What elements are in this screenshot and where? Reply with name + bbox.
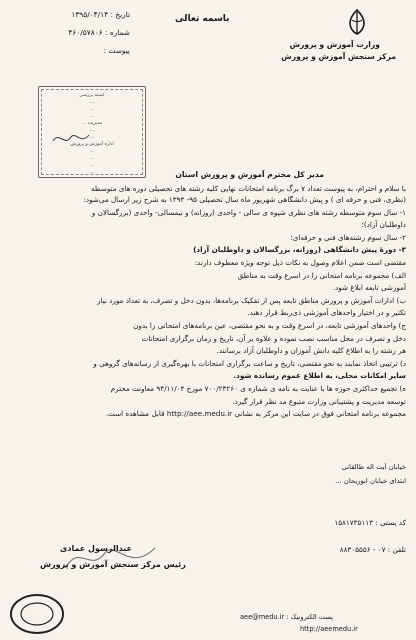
- postal-code-row: [334, 518, 406, 528]
- ministry-name: وزارت آموزش و پرورش: [289, 40, 380, 49]
- official-seal-icon: [8, 592, 66, 636]
- stamp-line: ...: [89, 163, 95, 168]
- body-line: سایر امکانات محلی، به اطلاع عموم رسانده شود.: [233, 371, 406, 381]
- stamp-line: اداره آموزش و پرورش: [70, 142, 114, 147]
- attachment-row: [10, 46, 130, 56]
- stamp-line: ...: [89, 170, 95, 175]
- center-name: مرکز سنجش آموزش و پرورش: [281, 52, 396, 61]
- stamp-line: ...: [89, 156, 95, 161]
- registration-stamp: [38, 86, 146, 178]
- date-value: ۱۳۹۵/۰۴/۱۴: [71, 10, 109, 19]
- signatory-title: رئیس مرکز سنجش آموزش و پرورش: [40, 560, 186, 569]
- body-line: د) ترتیبی اتخاذ نمایند به نحو مقتضی، تاریخ و ساعت برگزاری امتحانات با بهره‌گیری از رسانه‌های گروهی و: [93, 358, 406, 368]
- stamp-line: ...: [89, 107, 95, 112]
- phone-label: تلفن :: [387, 545, 406, 554]
- stamp-line: ...: [89, 100, 95, 105]
- iran-emblem-icon: [344, 8, 370, 36]
- address-line-1: خیابان آیت اله طالقانی: [341, 463, 406, 471]
- body-line: تکثیر و در اختیار واحدهای آموزشی ذی‌ربط قرار دهند.: [247, 308, 406, 318]
- greeting: با سلام و احترام، به پیوست تعداد ۷ برگ برنامه امتحانات نهایی کلیه رشته های تحصیلی دوره های متوسطه: [91, 184, 406, 193]
- bismillah: باسمه تعالی: [175, 14, 230, 24]
- date-label: تاریخ :: [110, 10, 130, 19]
- email-row: [240, 612, 333, 622]
- body-line: الف) مجموعه برنامه امتحانی را در اسرع وقت به مناطق: [237, 270, 406, 280]
- body-line: مجموعه برنامه امتحانی فوق در سایت این مرکز به نشانی http://aee.medu.ir قابل مشاهده است.: [105, 409, 406, 419]
- attachment-label: پیوست :: [103, 46, 130, 55]
- body-line: مقتضی است ضمن اعلام وصول به نکات ذیل توجه ویژه معطوف دارند:: [194, 258, 406, 267]
- body-line: ج) واحدهای آموزشی تابعه، در اسرع وقت و به نحو مقتضی، عین برنامه‌های امتحانی را بدون: [133, 321, 406, 330]
- signatory-name: عبدالرسول عمادی: [60, 544, 132, 553]
- body-line: ه) تجمیع حداکثری حوزه ها با عنایت به نامه ی شماره ی ۷۰۰/۲۳۲۶۰ مورخ ۹۴/۱۱/۰۴ معاونت محترم: [110, 384, 406, 393]
- number-row: [10, 28, 130, 38]
- body-line: (نظری، فنی و حرفه ای ) و پیش دانشگاهی شهریور ماه سال تحصیلی ۹۵- ۱۳۹۴ به شرح زیر ارسال می‌شود:: [83, 195, 406, 204]
- addressee: مدیر کل محترم آموزش و پرورش استان: [175, 170, 324, 179]
- address-line-2: ابتدای خیابان ابوریحان ...: [335, 477, 406, 485]
- handwritten-mark-icon: [51, 127, 91, 149]
- body-line: دخل و تصرف در محل مناسب نصب نموده و علاوه بر آن، تاریخ و زمان برگزاری امتحانات: [141, 333, 406, 343]
- body-line: هر رشته را به اطلاع کلیه دانش آموزان و داوطلبان آزاد برسانند.: [216, 346, 406, 356]
- stamp-line: ...: [89, 128, 95, 133]
- number-label: شماره :: [105, 28, 130, 37]
- stamp-line: ...: [89, 135, 95, 140]
- stamp-line: مدیریت ...: [81, 121, 103, 126]
- phone-row: [340, 545, 406, 555]
- date-row: [10, 10, 130, 20]
- email-value: aee@medu.ir: [240, 613, 285, 621]
- postal-label: کد پستی :: [375, 518, 406, 527]
- stamp-line: کمیته بررسی: [79, 93, 105, 98]
- body-line: ۲- سال سوم رشته‌های فنی و حرفه‌ای؛: [290, 232, 406, 242]
- body-line: توسعه مدیریت و پشتیبانی وزارت متبوع مد نظر قرار گیرد.: [232, 396, 406, 406]
- site-url: http://aeemedu.ir: [300, 625, 358, 633]
- stamp-line: ...: [89, 114, 95, 119]
- phone-value: ۰۷ - ۸۸۳۰۵۵۵۶: [339, 545, 386, 554]
- body-line: داوطلبان آزاد)؛: [361, 220, 406, 230]
- stamp-line: ...: [89, 149, 95, 154]
- postal-value: ۱۵۸۱۷۳۵۱۱۳: [334, 518, 373, 527]
- number-value: ۴۶۰/۵۷۸۰۶: [68, 28, 103, 37]
- body-line: آموزشی تابعه ابلاغ شود.: [332, 283, 406, 293]
- body-line: ۳- دوره‌ٔ پیش دانشگاهی (روزانه، بزرگسالان و داوطلبان آزاد): [193, 245, 406, 255]
- body-line: ب) ادارات آموزش و پرورش مناطق تابعه پس از تفکیک برنامه‌ها، بدون دخل و تصرف، به تعداد مورد نیاز: [97, 295, 406, 305]
- signature-scribble-icon: [60, 538, 160, 578]
- body-line: ۱- سال سوم متوسطه رشته های نظری شیوه ی سالی - واحدی (روزانه) و نیمسالی- واحدی (بزرگسالان و: [91, 207, 406, 217]
- email-label: پست الکترونیک :: [286, 613, 333, 621]
